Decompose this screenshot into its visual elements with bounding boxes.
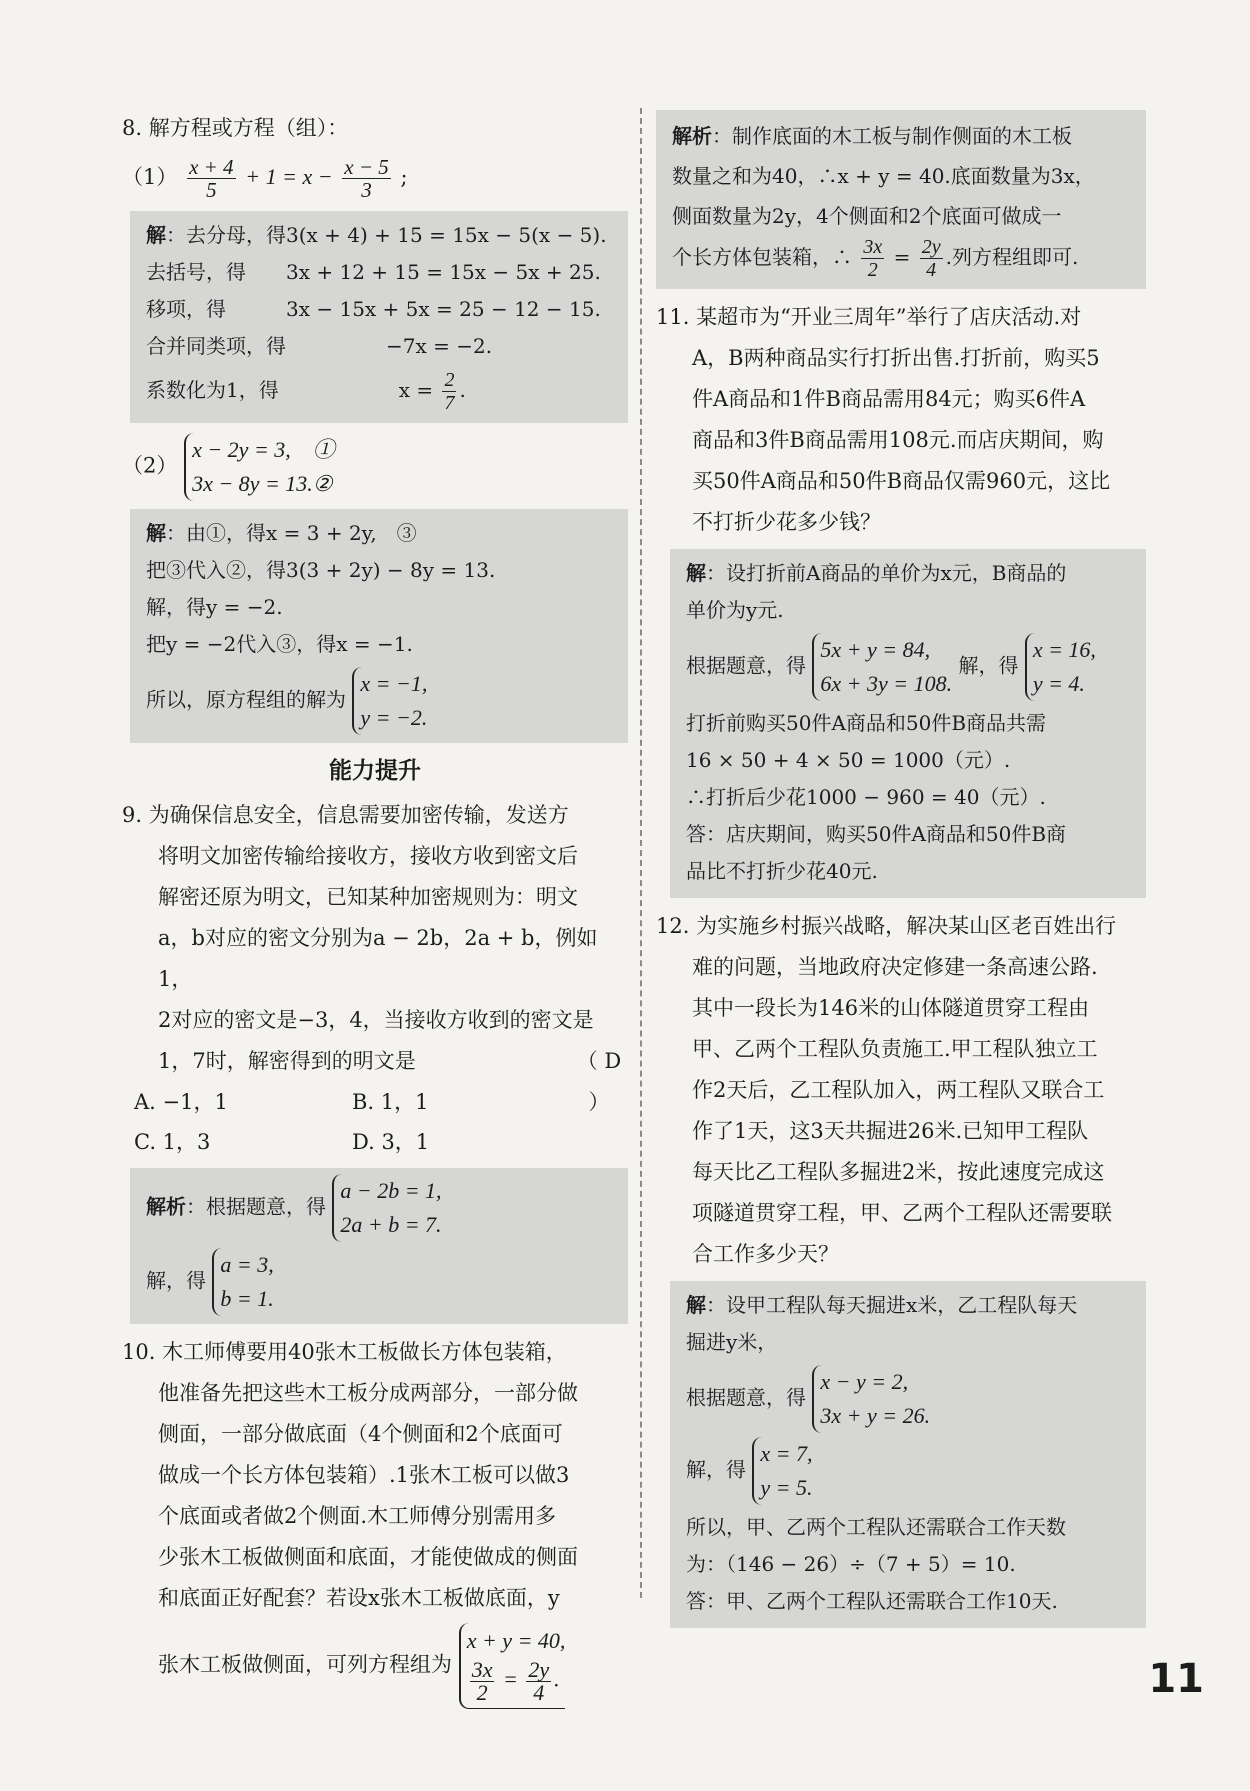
- sol-line: [686, 1287, 1134, 1324]
- sol-line: 打折前购买50件A商品和50件B商品共需: [686, 711, 1047, 735]
- equation: 6x + 3y = 108.: [820, 671, 953, 696]
- frac: [470, 1659, 495, 1704]
- equation: x + y = 40,: [466, 1628, 566, 1653]
- sol-text: ：设甲工程队每天掘进x米，乙工程队每天: [706, 1293, 1078, 1317]
- sol-text: ：根据题意，得: [186, 1194, 326, 1219]
- frac: [920, 236, 943, 281]
- q9-line: 2对应的密文是−3，4，当接收方收到的密文是: [158, 1008, 594, 1032]
- sol-text: 个长方体包装箱，∴: [672, 245, 852, 269]
- sol-system: [1025, 633, 1096, 701]
- frac-den: 2: [476, 1680, 488, 1705]
- sol-line: 把③代入②，得3(3 + 2y) − 8y = 13.: [146, 558, 496, 582]
- q12-solution: [670, 1281, 1146, 1628]
- q10-text: 张木工板做侧面，可列方程组为: [158, 1652, 452, 1677]
- column-divider: [640, 108, 642, 1598]
- frac-num: x − 5: [344, 155, 389, 179]
- frac-den: 4: [533, 1680, 545, 1705]
- sol-line: [672, 116, 1134, 156]
- sol-line: [686, 1365, 1134, 1433]
- sol-system: [812, 633, 952, 701]
- equation: x = 7,: [760, 1441, 813, 1466]
- frac-num: x + 4: [189, 155, 234, 179]
- sol-line: [146, 515, 616, 552]
- sol-text: 所以，原方程组的解为: [146, 687, 346, 712]
- left-column: [122, 108, 628, 1709]
- frac-num: 2: [444, 369, 455, 391]
- answer-bracket: （ D ）: [576, 1049, 622, 1114]
- sol-text: .: [459, 378, 466, 402]
- q9-line: 解密还原为明文，已知某种加密规则为：明文: [158, 885, 578, 909]
- sol-line: 答：甲、乙两个工程队还需联合工作10天.: [686, 1589, 1058, 1613]
- sol-line: [672, 236, 1134, 281]
- equation: x = −1,: [360, 671, 428, 696]
- sol-text: 根据题意，得: [686, 653, 806, 678]
- q8-solution-1: [130, 211, 628, 423]
- sol-line: 品比不打折少花40元.: [686, 859, 878, 883]
- q10-line: 少张木工板做侧面和底面，才能使做成的侧面: [158, 1545, 578, 1569]
- solution-tag: 解: [146, 223, 166, 247]
- equation: y = 4.: [1032, 671, 1085, 696]
- q10-line: 他准备先把这些木工板分成两部分，一部分做: [158, 1381, 578, 1405]
- q9-options: [122, 1082, 570, 1122]
- q11-line: 件A商品和1件B商品需用84元；购买6件A: [692, 387, 1086, 411]
- q11-line: 11. 某超市为“开业三周年”举行了店庆活动.对: [656, 305, 1082, 329]
- q8-p1-mid: + 1 = x −: [245, 164, 333, 189]
- solution-tag: 解: [146, 521, 166, 545]
- equation: 3x + y = 26.: [820, 1403, 931, 1428]
- sol-line: 解，得y = −2.: [146, 595, 283, 619]
- equation: 5x + y = 84,: [820, 637, 931, 662]
- sol-text: 解，得: [146, 1268, 206, 1293]
- q10-line: 做成一个长方体包装箱）.1张木工板可以做3: [158, 1463, 570, 1487]
- sol-text: 根据题意，得: [686, 1385, 806, 1410]
- q8-p1-frac1: [187, 156, 236, 201]
- period: .: [554, 1666, 560, 1692]
- q11-solution: [670, 549, 1146, 898]
- sol-line: 移项，得 3x − 15x + 5x = 25 − 12 − 15.: [146, 297, 601, 321]
- equals-sign: =: [502, 1666, 518, 1692]
- q11-line: 商品和3件B商品需用108元.而店庆期间，购: [692, 428, 1104, 452]
- frac-den: 7: [444, 392, 455, 414]
- sol-text: 解，得: [686, 1457, 746, 1482]
- section-heading: 能力提升: [329, 758, 421, 784]
- sol-text: 解，得: [958, 653, 1019, 678]
- sol-line: 所以，甲、乙两个工程队还需联合工作天数: [686, 1515, 1066, 1539]
- sol-text: ：由①，得x = 3 + 2y, ③: [166, 521, 417, 545]
- q12-line: 每天比乙工程队多掘进2米，按此速度完成这: [692, 1160, 1105, 1184]
- analysis-tag: 解析: [672, 124, 712, 148]
- q9-line: 将明文加密传输给接收方，接收方收到密文后: [158, 844, 578, 868]
- frac-num: 2y: [528, 1657, 550, 1682]
- question-8: [122, 108, 628, 205]
- sol-text: .列方程组即可.: [945, 245, 1079, 269]
- sol-line: [686, 1437, 1134, 1505]
- frac-den: 3: [361, 178, 372, 202]
- q8-p1-frac2: [342, 156, 391, 201]
- sol-line: 合并同类项，得 −7x = −2.: [146, 334, 493, 358]
- sol-line: 数量之和为40，∴x + y = 40.底面数量为3x，: [672, 164, 1095, 188]
- sol-line: [146, 667, 616, 735]
- equation: 3x − 8y = 13.②: [192, 471, 333, 496]
- sol-line: 16 × 50 + 4 × 50 = 1000（元）.: [686, 748, 1011, 772]
- sol-line: 把y = −2代入③，得x = −1.: [146, 632, 413, 656]
- q8-solution-2: [130, 509, 628, 743]
- q8-p2-label: （2）: [122, 453, 178, 478]
- sol-line: ∴打折后少花1000 − 960 = 40（元）.: [686, 785, 1046, 809]
- frac-num: 3x: [863, 236, 883, 258]
- equation: a − 2b = 1,: [340, 1178, 442, 1203]
- q12-line: 项隧道贯穿工程，甲、乙两个工程队还需要联: [692, 1201, 1112, 1225]
- q8-part2: [122, 433, 628, 501]
- sol-line: [686, 633, 1134, 701]
- frac-den: 2: [867, 259, 878, 281]
- q12-line: 12. 为实施乡村振兴战略，解决某山区老百姓出行: [656, 914, 1117, 938]
- sol-line: [146, 1248, 616, 1316]
- frac-num: 2y: [921, 236, 941, 258]
- sol-system: [812, 1365, 930, 1433]
- sol-line: 掘进y米，: [686, 1330, 778, 1354]
- question-11: [656, 297, 1146, 543]
- q10-analysis: [656, 110, 1146, 289]
- sol-text: ：去分母，得3(x + 4) + 15 = 15x − 5(x − 5).: [166, 223, 607, 247]
- q8-intro: 8. 解方程或方程（组）：: [122, 116, 349, 140]
- option-c: C. 1，3: [134, 1130, 211, 1154]
- equation: y = 5.: [760, 1475, 813, 1500]
- sol-text: ：制作底面的木工板与制作侧面的木工板: [712, 124, 1072, 148]
- sol-line: 去括号，得 3x + 12 + 15 = 15x − 5x + 25.: [146, 260, 601, 284]
- q12-line: 甲、乙两个工程队负责施工.甲工程队独立工: [692, 1037, 1098, 1061]
- frac-den: 5: [206, 178, 217, 202]
- q10-answer-system: [459, 1623, 566, 1709]
- q9-line: 9. 为确保信息安全，信息需要加密传输，发送方: [122, 803, 569, 827]
- sol-text: 系数化为1，得 x =: [146, 378, 434, 402]
- sol-line: [146, 365, 616, 415]
- page-number: 11: [1148, 1656, 1204, 1702]
- sol-line: [146, 1174, 616, 1242]
- q12-line: 作了1天，这3天共掘进26米.已知甲工程队: [692, 1119, 1089, 1143]
- q12-line: 难的问题，当地政府决定修建一条高速公路.: [692, 955, 1098, 979]
- frac-num: 3x: [471, 1657, 493, 1682]
- q10-line: 10. 木工师傅要用40张木工板做长方体包装箱，: [122, 1340, 567, 1364]
- q8-p1-label: （1）: [122, 165, 178, 189]
- solution-tag: 解: [686, 561, 706, 585]
- equation: x − y = 2,: [820, 1369, 909, 1394]
- q8-p2-system: [184, 433, 335, 501]
- equation: x − 2y = 3, ①: [192, 437, 335, 462]
- question-12: [656, 906, 1146, 1275]
- option-a: A. −1，1: [134, 1090, 228, 1114]
- solution-tag: 解: [686, 1293, 706, 1317]
- equation: y = −2.: [360, 705, 428, 730]
- sol-system: [332, 1174, 441, 1242]
- q10-line: [122, 1623, 628, 1709]
- sol-line: [146, 217, 616, 254]
- q12-line: 其中一段长为146米的山体隧道贯穿工程由: [692, 996, 1090, 1020]
- sol-line: [686, 555, 1134, 592]
- q12-line: 合工作多少天？: [692, 1242, 839, 1266]
- q8-p1-end: ;: [400, 165, 408, 189]
- equation: x = 16,: [1032, 637, 1096, 662]
- analysis-tag: 解析: [146, 1194, 186, 1219]
- equation: a = 3,: [220, 1252, 274, 1277]
- sol-system: [752, 1437, 812, 1505]
- equals-sign: =: [893, 245, 911, 269]
- sol-line: 答：店庆期间，购买50件A商品和50件B商: [686, 822, 1067, 846]
- sol-line: 单价为y元.: [686, 598, 784, 622]
- sol-frac: [442, 369, 456, 414]
- q11-line: 不打折少花多少钱？: [692, 510, 881, 534]
- option-b: B. 1，1: [352, 1090, 429, 1114]
- frac: [861, 236, 884, 281]
- right-column: [656, 104, 1146, 1636]
- sol-line: 为：（146 − 26）÷（7 + 5）= 10.: [686, 1552, 1016, 1576]
- q8-part1: [122, 149, 628, 205]
- q9-line: a，b对应的密文分别为a − 2b，2a + b，例如1，: [158, 926, 598, 991]
- q12-line: 作2天后，乙工程队加入，两工程队又联合工: [692, 1078, 1105, 1102]
- q11-line: A，B两种商品实行打折出售.打折前，购买5: [692, 346, 1100, 370]
- sol-text: ：设打折前A商品的单价为x元，B商品的: [706, 561, 1067, 585]
- sol-system: [352, 667, 427, 735]
- option-d: D. 3，1: [352, 1130, 430, 1154]
- equation: 2a + b = 7.: [340, 1212, 442, 1237]
- equation: b = 1.: [220, 1286, 274, 1311]
- sol-system: [212, 1248, 273, 1316]
- sol-line: 侧面数量为2y，4个侧面和2个底面可做成一: [672, 204, 1062, 228]
- q9-solution: [130, 1168, 628, 1324]
- q9-options: [122, 1122, 570, 1162]
- frac: [526, 1659, 551, 1704]
- question-10: [122, 1332, 628, 1709]
- q10-line: 个底面或者做2个侧面.木工师傅分别需用多: [158, 1504, 557, 1528]
- q10-line: 侧面，一部分做底面（4个侧面和2个底面可: [158, 1422, 563, 1446]
- q9-text: 1，7时，解密得到的明文是: [158, 1049, 416, 1073]
- q11-line: 买50件A商品和50件B商品仅需960元，这比: [692, 469, 1111, 493]
- frac-den: 4: [926, 259, 937, 281]
- q10-line: 和底面正好配套？若设x张木工板做底面，y: [158, 1586, 560, 1610]
